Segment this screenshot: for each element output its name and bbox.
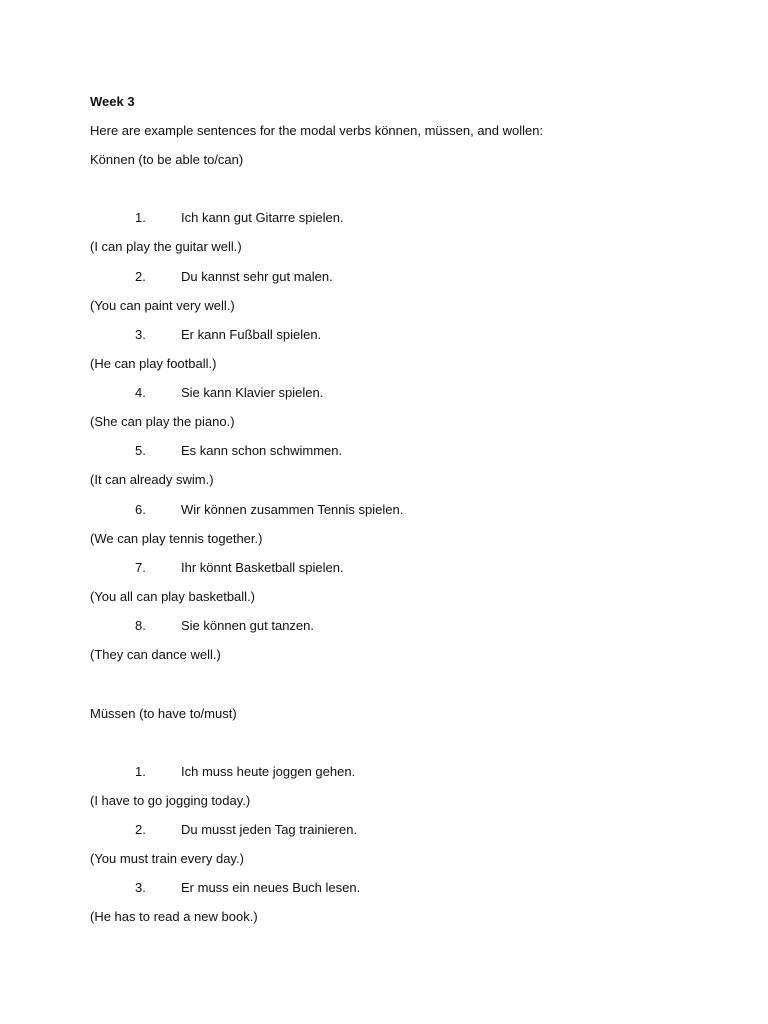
item-number: 2. <box>135 269 146 284</box>
item-number: 6. <box>135 502 146 517</box>
english-translation: (We can play tennis together.) <box>90 531 263 546</box>
english-translation: (He can play football.) <box>90 356 217 371</box>
list-item <box>0 560 768 576</box>
list-item <box>0 502 768 518</box>
german-sentence: Es kann schon schwimmen. <box>181 443 343 458</box>
english-translation: (I have to go jogging today.) <box>90 793 251 808</box>
list-item <box>0 443 768 459</box>
konnen-heading: Können (to be able to/can) <box>90 152 244 167</box>
item-number: 1. <box>135 210 146 225</box>
mussen-heading: Müssen (to have to/must) <box>90 706 237 721</box>
list-item <box>0 618 768 634</box>
list-item <box>0 327 768 343</box>
german-sentence: Sie kann Klavier spielen. <box>181 385 324 400</box>
item-number: 3. <box>135 327 146 342</box>
item-number: 7. <box>135 560 146 575</box>
german-sentence: Er muss ein neues Buch lesen. <box>181 880 361 895</box>
list-item <box>0 880 768 896</box>
english-translation: (I can play the guitar well.) <box>90 239 242 254</box>
item-number: 8. <box>135 618 146 633</box>
list-item <box>0 764 768 780</box>
german-sentence: Er kann Fußball spielen. <box>181 327 322 342</box>
english-translation: (You must train every day.) <box>90 851 244 866</box>
list-item <box>0 822 768 838</box>
german-sentence: Ich kann gut Gitarre spielen. <box>181 210 344 225</box>
english-translation: (He has to read a new book.) <box>90 909 258 924</box>
english-translation: (They can dance well.) <box>90 647 221 662</box>
english-translation: (She can play the piano.) <box>90 414 235 429</box>
german-sentence: Du kannst sehr gut malen. <box>181 269 333 284</box>
german-sentence: Du musst jeden Tag trainieren. <box>181 822 358 837</box>
list-item <box>0 210 768 226</box>
intro-text: Here are example sentences for the modal verbs können, müssen, and wollen: <box>90 123 544 138</box>
item-number: 4. <box>135 385 146 400</box>
item-number: 3. <box>135 880 146 895</box>
list-item <box>0 385 768 401</box>
german-sentence: Sie können gut tanzen. <box>181 618 314 633</box>
german-sentence: Wir können zusammen Tennis spielen. <box>181 502 404 517</box>
list-item <box>0 269 768 285</box>
item-number: 2. <box>135 822 146 837</box>
english-translation: (You can paint very well.) <box>90 298 235 313</box>
item-number: 5. <box>135 443 146 458</box>
english-translation: (You all can play basketball.) <box>90 589 256 604</box>
german-sentence: Ich muss heute joggen gehen. <box>181 764 356 779</box>
item-number: 1. <box>135 764 146 779</box>
week-title: Week 3 <box>90 94 135 109</box>
english-translation: (It can already swim.) <box>90 472 214 487</box>
german-sentence: Ihr könnt Basketball spielen. <box>181 560 344 575</box>
